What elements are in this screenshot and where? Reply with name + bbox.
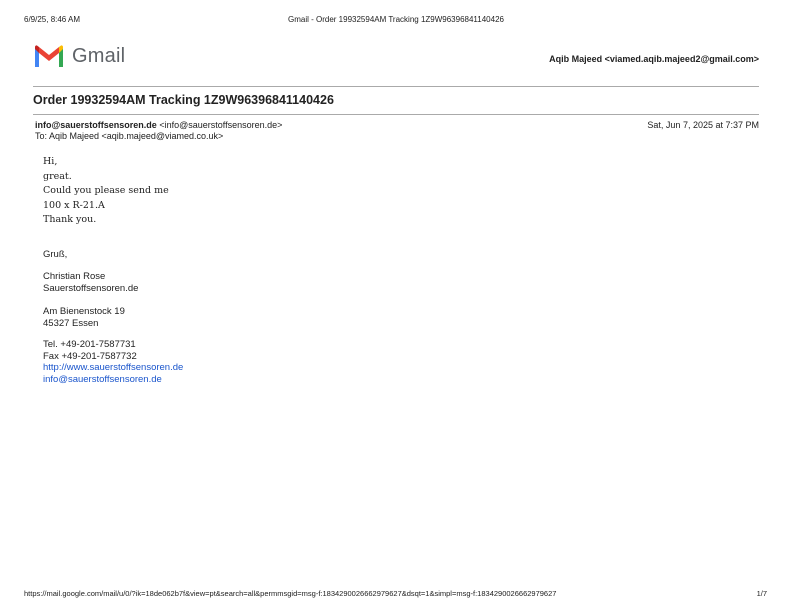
signature-street: Am Bienenstock 19 [43, 306, 125, 317]
signature-company: Sauerstoffsensoren.de [43, 282, 139, 294]
greeting: Gruß, [43, 249, 68, 260]
signature-address-block [43, 306, 125, 329]
print-footer-url: https://mail.google.com/mail/u/0/?ik=18de062b7f&view=pt&search=all&permmsgid=msg-f:1834290026662979627&dsqt=1&simpl=msg-f:1834290026662979627 [24, 589, 557, 598]
page-number: 1/7 [756, 589, 767, 598]
website-link[interactable]: http://www.sauerstoffsensoren.de [43, 362, 184, 373]
body-line: 100 x R-21.A [43, 199, 105, 211]
print-date: 6/9/25, 8:46 AM [24, 15, 81, 24]
body-line: Hi, [43, 156, 58, 167]
signature-city: 45327 Essen [43, 317, 99, 329]
gmail-logo-icon [33, 44, 65, 68]
print-title: Gmail - Order 19932594AM Tracking 1Z9W96396841140426 [288, 15, 504, 24]
signature-contact-block [43, 339, 183, 385]
email-subject: Order 19932594AM Tracking 1Z9W96396841140426 [33, 93, 334, 107]
sender-name: info@sauerstoffsensoren.de [35, 120, 157, 130]
signature-name: Christian Rose [43, 271, 106, 282]
sender-address: <info@sauerstoffsensoren.de> [159, 120, 283, 130]
body-line: Could you please send me [43, 185, 169, 196]
account-email: Aqib Majeed <viamed.aqib.majeed2@gmail.com> [549, 54, 759, 64]
signature-fax: Fax +49-201-7587732 [43, 350, 137, 362]
message-body [43, 155, 169, 228]
divider [33, 114, 759, 115]
gmail-logo-text: Gmail [72, 44, 126, 67]
signature-phone: Tel. +49-201-7587731 [43, 339, 136, 350]
gmail-logo [33, 44, 125, 68]
body-line: Thank you. [43, 214, 97, 225]
email-link[interactable]: info@sauerstoffsensoren.de [43, 373, 162, 385]
recipient: To: Aqib Majeed <aqib.majeed@viamed.co.uk> [35, 131, 224, 141]
signature-name-block [43, 271, 138, 294]
message-date: Sat, Jun 7, 2025 at 7:37 PM [647, 120, 759, 130]
sender [35, 120, 282, 130]
divider [33, 86, 759, 87]
body-line: great. [43, 170, 72, 182]
